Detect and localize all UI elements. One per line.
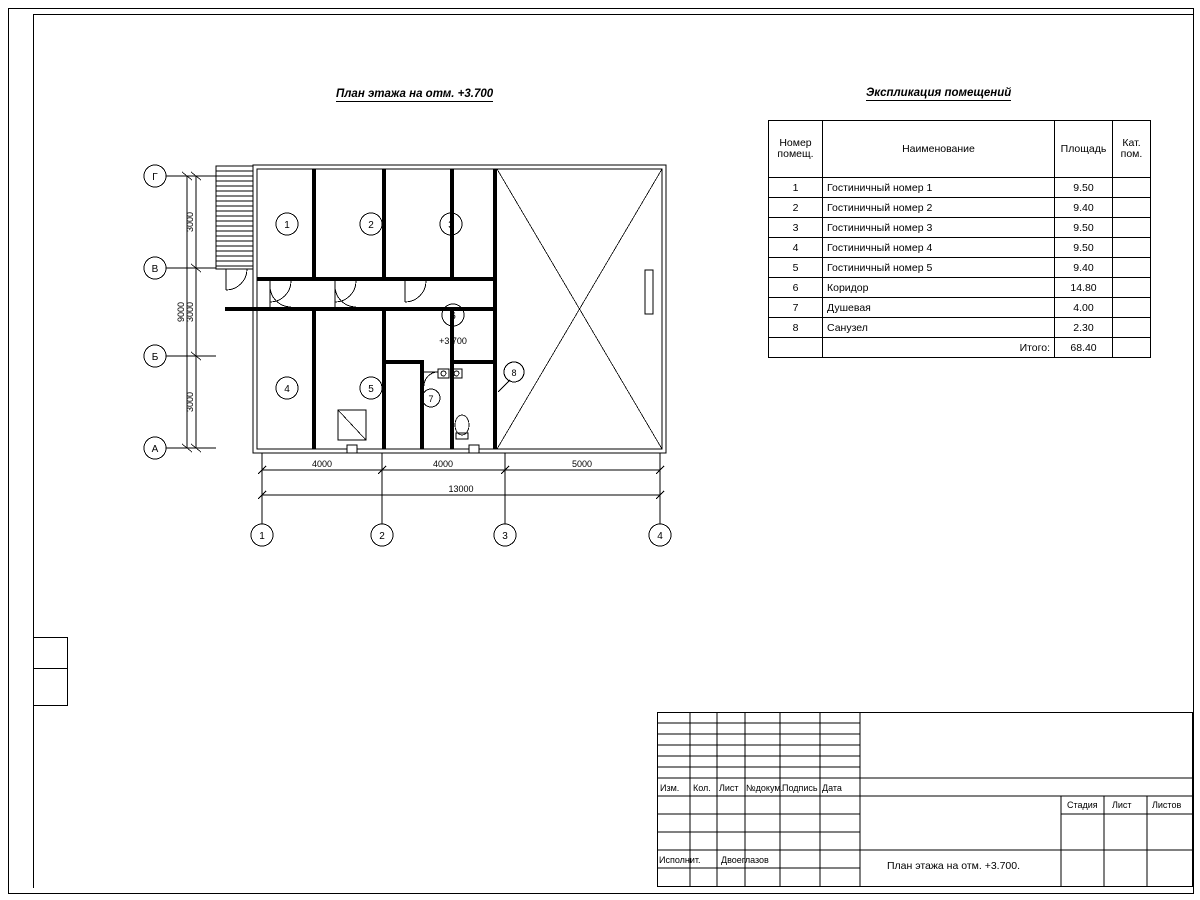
total-category (1113, 338, 1151, 358)
dim-v-1: 3000 (185, 211, 195, 233)
column-header-number-line1: Номер (779, 136, 812, 149)
room-mark-5: 5 (368, 384, 374, 395)
column-header-name: Наименование (823, 121, 1055, 178)
sanitary-fixtures (338, 369, 469, 440)
total-area: 68.40 (1055, 338, 1113, 358)
room-number: 8 (769, 318, 823, 338)
room-category (1113, 278, 1151, 298)
table-total-row (769, 338, 1151, 358)
dim-h-3: 5000 (571, 459, 593, 469)
room-number-labels (284, 220, 516, 404)
dim-h-1: 4000 (311, 459, 333, 469)
room-category (1113, 198, 1151, 218)
room-mark-2: 2 (368, 220, 374, 231)
room-mark-8: 8 (511, 368, 517, 378)
table-header-row (769, 121, 1151, 178)
room-number: 3 (769, 218, 823, 238)
door-symbols (226, 269, 438, 386)
room-name: Гостиничный номер 3 (823, 218, 1055, 238)
dim-h-2: 4000 (432, 459, 454, 469)
sheet-left-box-lower (34, 667, 68, 706)
table-row (769, 238, 1151, 258)
room-mark-1: 1 (284, 220, 290, 231)
room-area: 14.80 (1055, 278, 1113, 298)
sheet-left-box-upper (34, 637, 68, 669)
vertical-dimension-labels (176, 212, 195, 412)
room-area: 9.40 (1055, 198, 1113, 218)
stamp-performer-label: Исполнит. (659, 855, 701, 865)
room-name: Гостиничный номер 4 (823, 238, 1055, 258)
dim-h-total: 13000 (448, 484, 474, 494)
stamp-stage-label: Стадия (1067, 800, 1098, 810)
room-mark-4: 4 (284, 384, 290, 395)
axis-label-1: 1 (259, 531, 265, 542)
axis-label-a: А (151, 444, 159, 455)
table-row (769, 198, 1151, 218)
horizontal-dimension-labels (312, 459, 592, 494)
table-row (769, 278, 1151, 298)
axis-number-labels (259, 531, 663, 542)
room-name: Гостиничный номер 5 (823, 258, 1055, 278)
explication-title: Экспликация помещений (866, 87, 1012, 99)
column-header-category-line1: Кат. (1122, 136, 1141, 149)
axis-label-4: 4 (657, 531, 663, 542)
room-category (1113, 218, 1151, 238)
dim-v-3: 3000 (185, 391, 195, 413)
room-area: 9.50 (1055, 238, 1113, 258)
column-header-category (1113, 121, 1151, 178)
axis-label-3: 3 (502, 531, 508, 542)
dim-v-2: 3000 (185, 301, 195, 323)
stamp-col-ndocum: №докум. (746, 783, 784, 793)
axis-letter-labels (152, 172, 159, 455)
room-name: Гостиничный номер 2 (823, 198, 1055, 218)
stamp-drawing-name: План этажа на отм. +3.700. (887, 860, 1021, 872)
axis-label-g: Г (152, 172, 158, 183)
stamp-col-podpis: Подпись (782, 783, 818, 793)
total-label: Итого: (823, 338, 1055, 358)
floor-plan-svg (120, 140, 720, 560)
column-header-number-line2: помещ. (777, 148, 814, 160)
stamp-col-list: Лист (719, 783, 739, 793)
explication-table (768, 120, 1151, 358)
stamp-sheets-label: Листов (1152, 800, 1182, 810)
axis-label-2: 2 (379, 531, 385, 542)
room-name: Душевая (823, 298, 1055, 318)
room-number: 7 (769, 298, 823, 318)
table-row (769, 218, 1151, 238)
column-header-number (769, 121, 823, 178)
room-area: 9.50 (1055, 218, 1113, 238)
column-header-area: Площадь (1055, 121, 1113, 178)
table-row (769, 258, 1151, 278)
axis-label-v: В (151, 264, 159, 275)
room-area: 4.00 (1055, 298, 1113, 318)
room-name: Коридор (823, 278, 1055, 298)
room-mark-3: 3 (448, 220, 454, 231)
room-area: 9.50 (1055, 178, 1113, 198)
room-name: Санузел (823, 318, 1055, 338)
room-number: 2 (769, 198, 823, 218)
stamp-sheet-label: Лист (1112, 800, 1132, 810)
room-mark-6: 6 (450, 311, 456, 322)
table-row (769, 318, 1151, 338)
stamp-performer-name: Двоеглазов (721, 855, 769, 865)
room-area: 9.40 (1055, 258, 1113, 278)
internal-partitions (225, 169, 497, 449)
room-mark-7: 7 (428, 394, 434, 404)
room-number: 5 (769, 258, 823, 278)
floor-plan-drawing (120, 140, 720, 560)
stair-hatching (216, 166, 253, 269)
plan-title: План этажа на отм. +3.700 (336, 88, 494, 100)
room-number: 1 (769, 178, 823, 198)
stamp-col-izm: Изм. (660, 783, 680, 793)
table-row (769, 178, 1151, 198)
total-spacer (769, 338, 823, 358)
room-category (1113, 298, 1151, 318)
stamp-col-kol: Кол. (693, 783, 711, 793)
dim-v-total: 9000 (176, 301, 186, 323)
stamp-col-data: Дата (822, 783, 842, 793)
room-name: Гостиничный номер 1 (823, 178, 1055, 198)
table-row (769, 298, 1151, 318)
level-mark-label: +3.700 (439, 336, 467, 346)
column-header-category-line2: пом. (1120, 148, 1143, 160)
axis-label-b: Б (151, 352, 159, 363)
right-hall-cross (497, 169, 662, 449)
room-category (1113, 258, 1151, 278)
room-category (1113, 178, 1151, 198)
room-category (1113, 318, 1151, 338)
room-area: 2.30 (1055, 318, 1113, 338)
room-number: 4 (769, 238, 823, 258)
room-number: 6 (769, 278, 823, 298)
room-category (1113, 238, 1151, 258)
title-block (657, 712, 1193, 887)
